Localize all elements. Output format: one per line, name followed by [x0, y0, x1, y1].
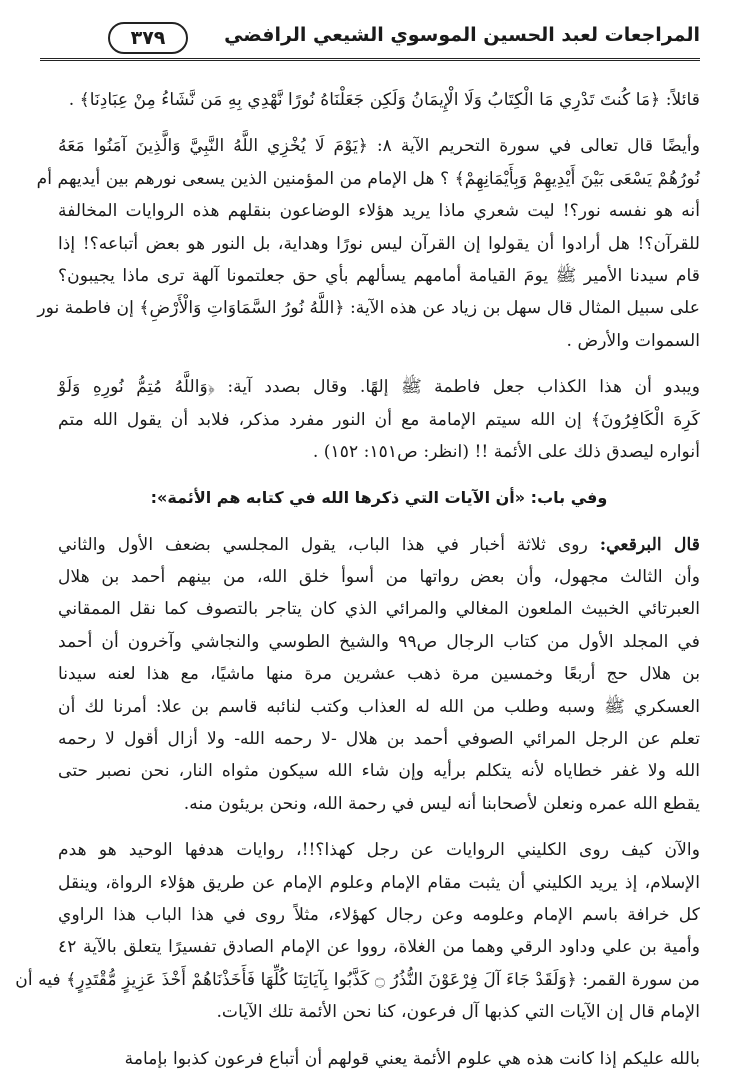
paragraph-gap — [58, 515, 700, 529]
text-line: على سبيل المثال قال سهل بن زياد عن هذه الآية: ﴿اللَّهُ نُورُ السَّمَاوَاتِ وَالْأَرْضِ﴾ إن فاطمة نور — [37, 298, 700, 319]
page-body — [15, 84, 701, 1075]
paragraph-gap — [58, 116, 700, 130]
text-line: كَرِهَ الْكَافِرُونَ﴾ إن الله سيتم الإمامة مع أن النور مفرد مذكر، فلابد أن يقول الله متم — [58, 409, 700, 430]
text-line: كل خرافة باسم الإمام وعلومه وعن رجال كهؤلاء، مثلاً روى في هذا الباب هذا الراوي — [58, 904, 700, 925]
text-line: أنه هو نفسه نور؟! ليت شعري ماذا يريد هؤلاء الوضاعون بنقلهم هذه الروايات المخالفة — [58, 201, 700, 222]
page-header — [40, 18, 700, 60]
section-subheading: وفي باب: «أن الآيات التي ذكرها الله في كتابه هم الأئمة»: — [150, 488, 608, 508]
text-line: أنواره ليصدق ذلك على الأئمة !! (انظر: ص١٥١: ١٥٢) . — [312, 441, 700, 462]
text-line: قائلاً: ﴿مَا كُنتَ تَدْرِي مَا الْكِتَابُ وَلَا الْإِيمَانُ وَلَكِن جَعَلْنَاهُ نُورًا نَّهْدِي بِهِ مَن نَّشَاءُ مِنْ عِبَادِنَا﴾ . — [68, 90, 700, 110]
text-line: ويبدو أن هذا الكذاب جعل فاطمة ﷺ إلهًا. وقال بصدد آية: ﴿وَاللَّهُ مُتِمُّ نُورِهِ وَلَوْ — [58, 377, 700, 398]
text-line: يقطع الله عمره ونعلن لأصحابنا أنه ليس في رحمة الله، ونحن بريئون منه. — [183, 793, 700, 814]
text-run: روى ثلاثة أخبار في هذا الباب، يقول المجلسي بضعف الأول والثاني — [58, 534, 600, 555]
text-line: من سورة القمر: ﴿وَلَقَدْ جَاءَ آلَ فِرْعَوْنَ النُّذُرُ ۝ كَذَّبُوا بِآيَاتِنَا كُلِّهَا فَأَخَذْنَاهُمْ أَخْذَ عَزِيزٍ مُّقْتَدِرٍ﴾ فيه أن — [15, 969, 700, 990]
text-line: الإمام قال إن الآيات التي كذبها آل فرعون، كنا نحن الأئمة تلك الآيات. — [216, 1002, 700, 1023]
text-line: الله ولا غفر خطاياه لأنه يتكلم برأيه وإن شاء الله سيكون مثواه النار، نحن نصبر حتى — [58, 761, 700, 782]
text-line: بالله عليكم إذا كانت هذه هي علوم الأئمة يعني قولهم أن أتباع فرعون كذبوا بإمامة — [124, 1048, 700, 1069]
text-line: للقرآن؟! هل أرادوا أن يقولوا إن القرآن ليس نورًا وهداية، بل النور هو بعض أتباعه؟! إذا — [58, 233, 700, 254]
text-line: قام سيدنا الأمير ﷺ يومَ القيامة أمامهم يسألهم بأي حق جعلتمونا آلهة ترى ماذا يجيبون؟ — [58, 265, 700, 286]
paragraph-gap — [58, 357, 700, 371]
text-line: والآن كيف روى الكليني الروايات عن رجل كهذا؟!!، روايات هدفها الوحيد هو هدم — [58, 840, 700, 861]
text-line: السموات والأرض . — [566, 330, 700, 351]
lead-author-label: قال البرقعي: — [599, 534, 700, 555]
running-title: المراجعات لعبد الحسين الموسوي الشيعي الرافضي — [224, 24, 700, 46]
paragraph-gap — [58, 468, 700, 482]
text-line: في المجلد الأول من كتاب الرجال ص٩٩ والشيخ الطوسي والنجاشي وآخرون أن أحمد — [58, 631, 700, 652]
text-line: نُورُهُمْ يَسْعَى بَيْنَ أَيْدِيهِمْ وَبِأَيْمَانِهِمْ﴾ ؟ هل الإمام من المؤمنين الذين يسعى نورهم بين أيديهم أم — [36, 168, 700, 189]
header-divider — [40, 58, 700, 61]
text-line: بن هلال حج أربعًا وخمسين مرة ذهب عشرين مرة منها ماشيًا، مع هذا لعنه سيدنا — [58, 664, 700, 685]
text-line: العبرتائي الخبيث الملعون المغالي والمرائي الذي كان يتاجر بالتصوف كما نقل الممقاني — [58, 599, 700, 620]
paragraph-gap — [58, 820, 700, 834]
text-line: العسكري ﷺ وسبه وطلب من الله له العذاب وكتب لنائبه قاسم بن علا: أمرنا لك أن — [58, 696, 700, 717]
text-line: الإسلام، إذ يريد الكليني أن يثبت مقام الإمام وعلوم الإمام عن طريق هؤلاء الرواة، وينقل — [58, 872, 700, 893]
paragraph-gap — [58, 1029, 700, 1043]
page-number-badge: ٣٧٩ — [108, 22, 188, 54]
text-line: تعلم عن الرجل المرائي الصوفي أحمد بن هلال -لا رحمه الله- ولا أزال أقول لا رحمه — [58, 729, 700, 750]
text-line: وأمية بن علي وداود الرقي وهما من الغلاة، رووا عن الإمام الصادق تفسيرًا يتعلق بالآية ٤٢ — [58, 937, 700, 958]
text-line: وأن الثالث مجهول، وأن بعض رواتها من أسوأ خلق الله، من بينهم أحمد بن هلال — [58, 567, 700, 588]
text-line: وأيضًا قال تعالى في سورة التحريم الآية ٨: ﴿يَوْمَ لَا يُخْزِي اللَّهُ النَّبِيَّ وَالَّذِينَ آمَنُوا مَعَهُ — [58, 136, 701, 157]
text-line — [58, 529, 700, 561]
